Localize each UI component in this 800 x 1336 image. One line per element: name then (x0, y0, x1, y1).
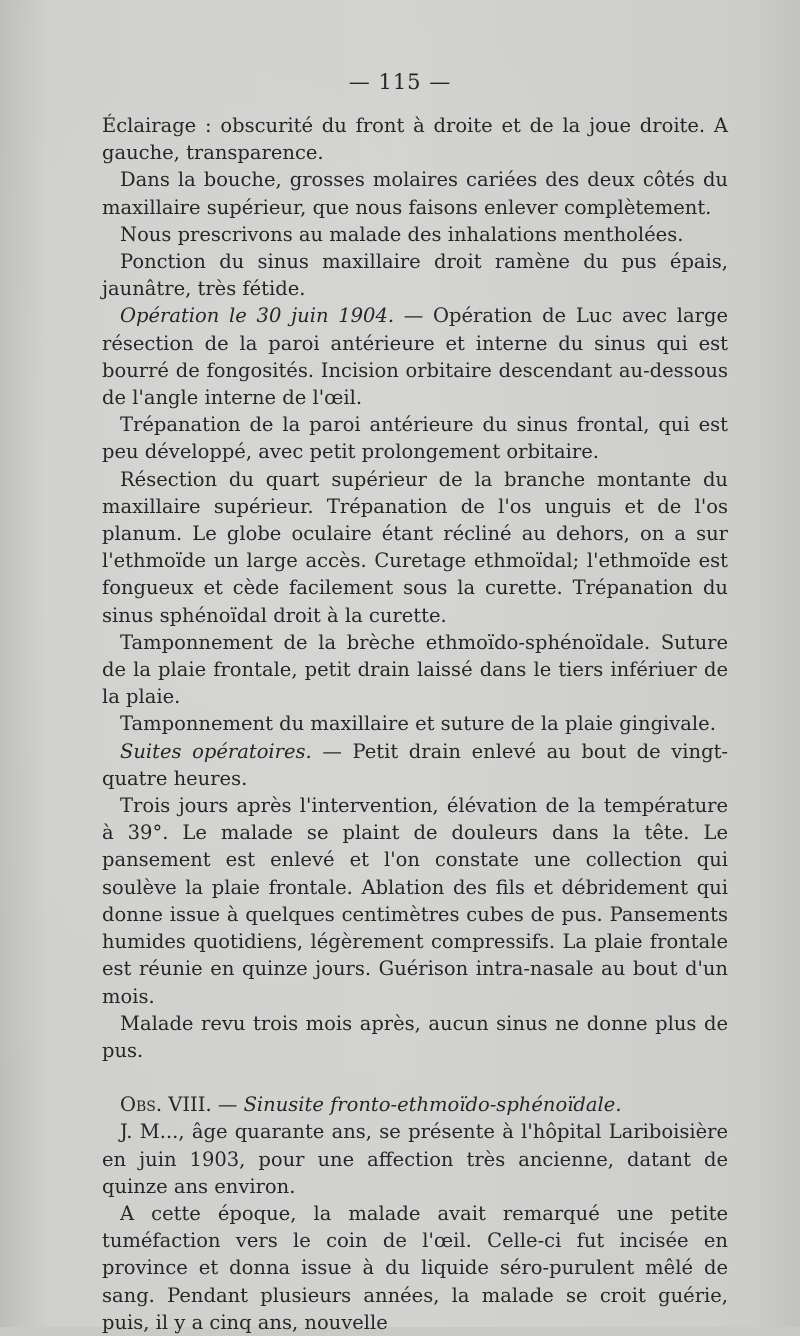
paragraph-text: — Opération de Luc avec large résection de la paroi antérieure et interne du sinus qui est bourré de fongosités. Incision orbitaire descendant au-dessous de l'angle interne de l'œil. (102, 304, 729, 410)
paragraph-lead: Opération le 30 juin 1904. (120, 304, 395, 328)
paragraph (102, 166, 728, 220)
paragraph (102, 629, 728, 711)
paragraph (102, 466, 728, 629)
paragraph-text: Tamponnement de la brèche ethmoïdo-sphénoïdale. Suture de la plaie frontale, petit drain laissé dans le tiers infériuer de la plaie. (102, 630, 728, 709)
paragraph-text: — Petit drain enlevé au bout de vingt-quatre heures. (102, 739, 729, 790)
paragraph (102, 1118, 728, 1200)
observation-title: Sinusite fronto-ethmoïdo-sphénoïdale. (243, 1093, 622, 1117)
paragraph-lead: Suites opératoires. (120, 739, 312, 763)
paragraph (102, 710, 728, 737)
observation-heading (102, 1091, 728, 1118)
paragraph-text: Ponction du sinus maxillaire droit ramène du pus épais, jaunâtre, très fétide. (102, 250, 728, 301)
paragraph (102, 1200, 728, 1336)
body-text (102, 112, 728, 1336)
paragraph (102, 1010, 728, 1064)
paragraph (102, 248, 728, 302)
paragraph-text: Éclairage : obscurité du front à droite et de la joue droite. A gauche, transparence. (102, 114, 728, 165)
paragraph (102, 302, 728, 411)
paragraph (102, 792, 728, 1010)
paragraph (102, 221, 728, 248)
paragraph (102, 112, 728, 166)
paragraph-text: Trois jours après l'intervention, élévation de la température à 39°. Le malade se plaint de douleurs dans la tête. Le pansement est enlevé et l'on constate une collection qui soulève la plaie frontale. Ablation des fils et débridement qui donne issue à quelques centimètres cubes de pus. Pansements humides quotidiens, légèrement compressifs. La plaie frontale est réunie en quinze jours. Guérison intra-nasale au bout d'un mois. (102, 794, 728, 1008)
paragraph-text: Dans la bouche, grosses molaires cariées des deux côtés du maxillaire supérieur, que nous faisons enlever complètement. (102, 168, 728, 219)
observation-dash: — (211, 1093, 244, 1117)
paragraph-text: Nous prescrivons au malade des inhalations mentholées. (120, 222, 684, 246)
paragraph-text: A cette époque, la malade avait remarqué une petite tuméfaction vers le coin de l'œil. Celle-ci fut incisée en province et donna issue à du liquide séro-purulent mêlé de sang. Pendant plusieurs années, la malade se croit guérie, puis, il y a cinq ans, nouvelle (102, 1201, 728, 1334)
paragraph-text: Résection du quart supérieur de la branche montante du maxillaire supérieur. Trépanation de l'os unguis et de l'os planum. Le globe oculaire étant récliné au dehors, on a sur l'ethmoïde un large accès. Curetage ethmoïdal; l'ethmoïde est fongueux et cède facilement sous la curette. Trépanation du sinus sphénoïdal droit à la curette. (102, 467, 728, 627)
paragraph-text: Malade revu trois mois après, aucun sinus ne donne plus de pus. (102, 1011, 728, 1062)
paragraph-text: J. M..., âge quarante ans, se présente à l'hôpital Lariboisière en juin 1903, pour une affection très ancienne, datant de quinze ans environ. (102, 1120, 728, 1198)
paragraph-text: Tamponnement du maxillaire et suture de la plaie gingivale. (120, 712, 716, 736)
observation-label: Obs. VIII. (120, 1093, 212, 1117)
page-number: — 115 — (348, 70, 452, 94)
paragraph (102, 411, 728, 465)
paragraph (102, 738, 728, 792)
paragraph-text: Trépanation de la paroi antérieure du sinus frontal, qui est peu développé, avec petit prolongement orbitaire. (102, 413, 728, 464)
